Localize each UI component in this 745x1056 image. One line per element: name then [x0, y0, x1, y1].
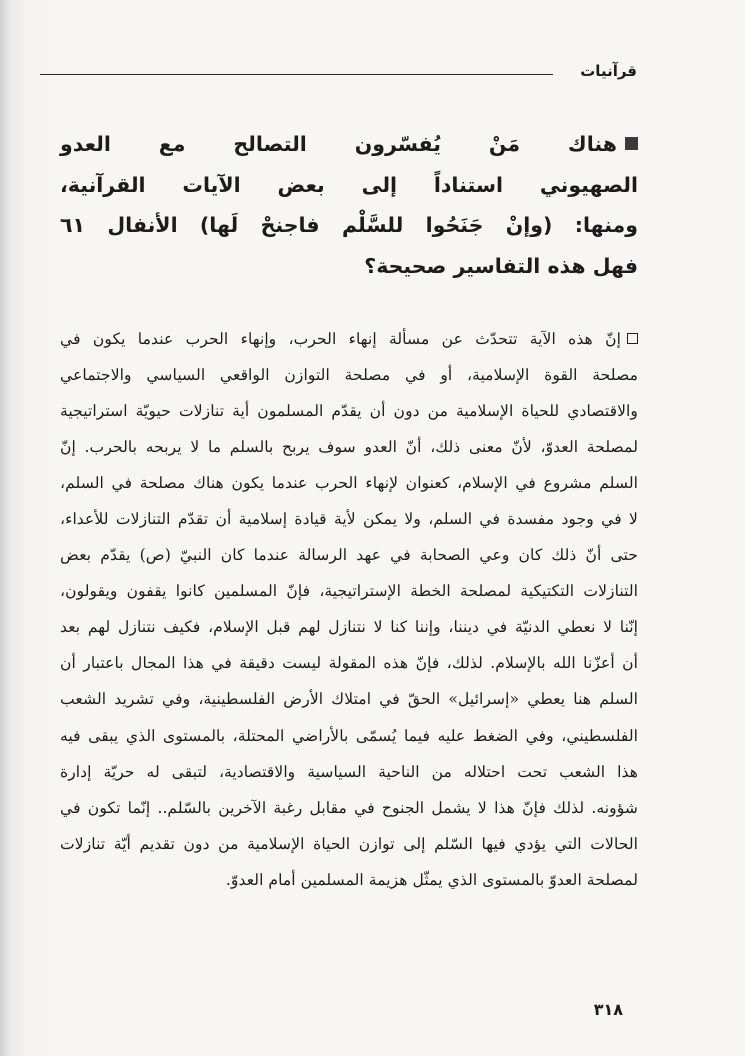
answer-line [60, 321, 638, 357]
question-text: هناك مَنْ يُفسّرون التصالح مع العدو [60, 132, 617, 156]
answer-line: لا في وجود مفسدة في السلم، ولا يمكن لأية قيادة إسلامية أن تقدّم التنازلات للأعداء، [60, 509, 638, 529]
answer-line: الفلسطيني، وفي الضغط عليه فيما يُسمّى بالأراضي المحتلة، بالمستوى الذي يبقى فيه [60, 725, 638, 745]
question-line: ومنها: (وإنْ جَنَحُوا للسَّلْم فاجنحْ لَها) الأنفال ٦١ [60, 213, 638, 237]
question-line [60, 124, 638, 165]
question-line: فهل هذه التفاسير صحيحة؟ [364, 253, 638, 278]
hollow-square-icon [627, 333, 638, 344]
answer-line: التنازلات التكتيكية لمصلحة الخطة الإستراتيجية، فإنّ المسلمين كانوا يقفون ويقولون، [60, 581, 638, 601]
header-title: قرآنيات [580, 62, 637, 80]
header-rule [40, 74, 553, 75]
answer-line: هذا الشعب تحت احتلاله من الناحية السياسية والاقتصادية، لتبقى له حريّة إدارة [60, 761, 638, 781]
answer-line: السلم هنا يعطي «إسرائيل» الحقّ في امتلاك الأرض الفلسطينية، وفي تشريد الشعب [60, 689, 638, 709]
answer-line: السلم مشروع في الإسلام، كعنوان لإنهاء الحرب عندما يكون هناك مصلحة في السلم، [60, 473, 638, 493]
answer-line: الحالات التي يؤدي فيها السّلم إلى توازن الحياة الإسلامية من دون تقديم أيّة تنازلات [60, 833, 638, 853]
answer-line: لمصلحة العدوّ، لأنّ معنى ذلك، أنّ العدو سوف يربح بالسلم ما لا يربحه بالحرب. إنّ [60, 437, 638, 457]
running-header [40, 58, 637, 88]
answer-line: لمصلحة العدوّ بالمستوى الذي يمثّل هزيمة المسلمين أمام العدوّ. [225, 869, 638, 889]
answer-block [60, 321, 638, 898]
answer-line: أن أعزّنا الله بالإسلام. لذلك، فإنّ هذه المقولة ليست دقيقة في هذا المجال باعتبار أن [60, 653, 638, 673]
question-line: الصهيوني استناداً إلى بعض الآيات القرآنية، [60, 172, 638, 197]
answer-line: حتى أنّ ذلك كان وعي الصحابة في عهد الرسالة عندما كان النبيّ (ص) يقدّم بعض [60, 545, 638, 565]
question-block [60, 124, 638, 286]
answer-line: شؤونه. لذلك فإنّ هذا لا يشمل الجنوح في مقابل رغبة الآخرين بالسّلم.. إنّما تكون في [60, 797, 638, 817]
answer-text: إنّ هذه الآية تتحدّث عن مسألة إنهاء الحرب، وإنهاء الحرب عندما يكون في [60, 329, 621, 348]
filled-square-icon [625, 137, 638, 150]
page-number: ٣١٨ [593, 1000, 623, 1019]
answer-line: مصلحة القوة الإسلامية، أو في مصلحة التوازن الواقعي السياسي والاجتماعي [60, 365, 638, 385]
answer-line: إنّنا لا نعطي الدنيّة في ديننا، وإننا كنا لا نتنازل لهم قبل الإسلام، فكيف نتنازل لهم بعد [60, 617, 638, 637]
answer-line: والاقتصادي للحياة الإسلامية من دون أن يقدّم المسلمون أية تنازلات حيويّة استراتيجية [60, 401, 638, 421]
